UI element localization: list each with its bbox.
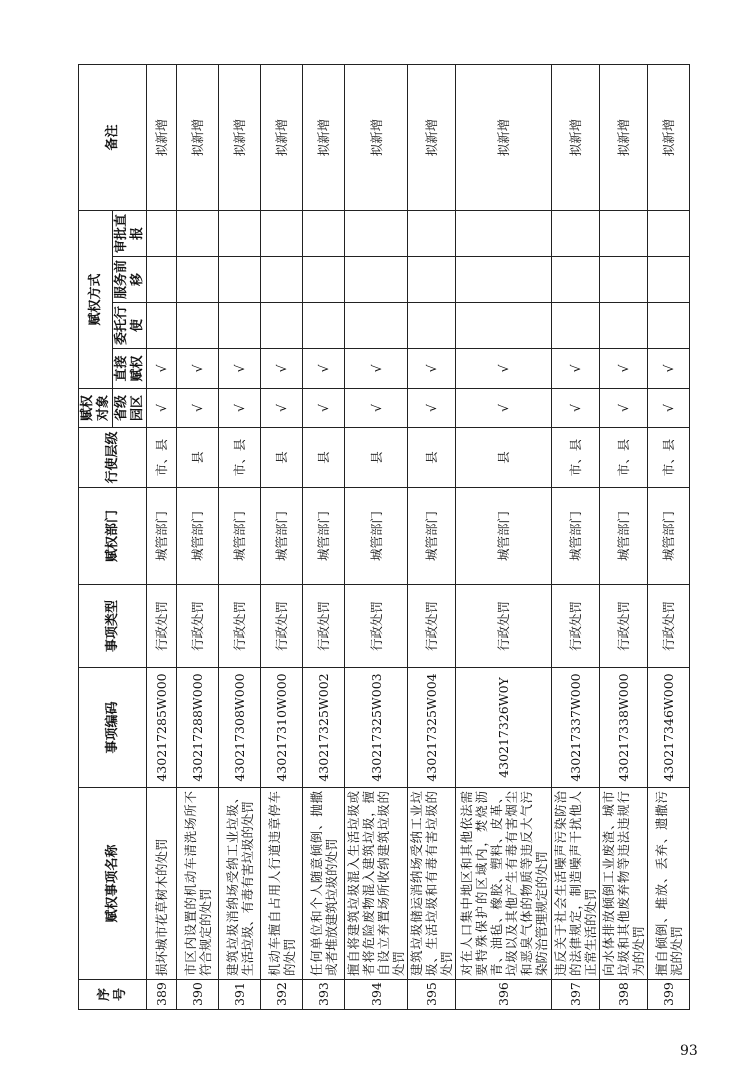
table-row — [147, 64, 177, 1009]
row-method-direct: √ — [303, 349, 345, 389]
row-method-direct: √ — [261, 349, 303, 389]
row-type: 行政处罚 — [456, 585, 552, 668]
row-method-direct: √ — [648, 349, 690, 389]
row-dept: 城管部门 — [648, 488, 690, 585]
row-target: √ — [303, 389, 345, 428]
row-type: 行政处罚 — [303, 585, 345, 668]
row-level: 市、县 — [147, 428, 177, 488]
row-target: √ — [408, 389, 456, 428]
row-method-approval — [648, 210, 690, 256]
table-row — [648, 64, 690, 1009]
row-dept: 城管部门 — [147, 488, 177, 585]
row-method-entrust — [345, 303, 408, 349]
row-no: 395 — [408, 980, 456, 1010]
row-level: 县 — [261, 428, 303, 488]
row-level: 市、县 — [552, 428, 600, 488]
row-note: 拟新增 — [219, 64, 261, 210]
row-level: 市、县 — [600, 428, 648, 488]
row-dept: 城管部门 — [600, 488, 648, 585]
row-method-service — [177, 257, 219, 303]
row-type: 行政处罚 — [147, 585, 177, 668]
row-method-approval — [456, 210, 552, 256]
row-level: 市、县 — [648, 428, 690, 488]
row-code: 430217325W004 — [408, 668, 456, 788]
row-method-service — [648, 257, 690, 303]
row-dept: 城管部门 — [552, 488, 600, 585]
row-method-approval — [408, 210, 456, 256]
row-note: 拟新增 — [600, 64, 648, 210]
row-method-entrust — [408, 303, 456, 349]
row-note: 拟新增 — [648, 64, 690, 210]
header-target-sub: 省级园区 — [113, 389, 147, 428]
row-level: 县 — [177, 428, 219, 488]
row-code: 430217325W002 — [303, 668, 345, 788]
row-method-direct: √ — [456, 349, 552, 389]
row-no: 392 — [261, 980, 303, 1010]
row-level: 县 — [408, 428, 456, 488]
row-dept: 城管部门 — [177, 488, 219, 585]
row-no: 390 — [177, 980, 219, 1010]
row-target: √ — [219, 389, 261, 428]
row-method-service — [600, 257, 648, 303]
row-method-entrust — [177, 303, 219, 349]
row-method-entrust — [303, 303, 345, 349]
rotated-table-container — [78, 65, 684, 1010]
page-number: 93 — [680, 1043, 698, 1059]
row-target: √ — [552, 389, 600, 428]
header-method-service: 服务前移 — [113, 257, 147, 303]
row-method-direct: √ — [552, 349, 600, 389]
row-code: 430217337W000 — [552, 668, 600, 788]
row-name: 建筑垃圾消纳场受纳工业垃圾、生活垃圾、有毒有害垃圾的处罚 — [219, 788, 261, 980]
row-dept: 城管部门 — [303, 488, 345, 585]
row-method-service — [408, 257, 456, 303]
row-no: 398 — [600, 980, 648, 1010]
header-method: 赋权方式 — [79, 210, 113, 388]
row-method-service — [303, 257, 345, 303]
row-method-entrust — [147, 303, 177, 349]
row-note: 拟新增 — [345, 64, 408, 210]
header-method-direct: 直接赋权 — [113, 349, 147, 389]
row-level: 县 — [303, 428, 345, 488]
row-name: 市区内设置的机动车清洗场所不符合规定的处罚 — [177, 788, 219, 980]
row-method-service — [147, 257, 177, 303]
row-method-entrust — [456, 303, 552, 349]
row-no: 391 — [219, 980, 261, 1010]
row-type: 行政处罚 — [600, 585, 648, 668]
row-method-approval — [261, 210, 303, 256]
row-note: 拟新增 — [147, 64, 177, 210]
row-method-direct: √ — [147, 349, 177, 389]
header-level: 行使层级 — [79, 428, 147, 488]
row-code: 430217326W0Y — [456, 668, 552, 788]
row-type: 行政处罚 — [177, 585, 219, 668]
row-code: 430217310W000 — [261, 668, 303, 788]
row-name: 损坏城市花草树木的处罚 — [147, 788, 177, 980]
table-row — [177, 64, 219, 1009]
row-method-service — [456, 257, 552, 303]
table-row — [456, 64, 552, 1009]
row-no: 397 — [552, 980, 600, 1010]
row-method-approval — [345, 210, 408, 256]
row-method-entrust — [600, 303, 648, 349]
row-method-direct: √ — [345, 349, 408, 389]
row-code: 430217308W000 — [219, 668, 261, 788]
row-target: √ — [600, 389, 648, 428]
header-name: 赋权事项名称 — [79, 788, 147, 980]
row-note: 拟新增 — [408, 64, 456, 210]
row-name: 任何单位和个人随意倾倒、抛撒或者堆放建筑垃圾的处罚 — [303, 788, 345, 980]
row-no: 396 — [456, 980, 552, 1010]
row-no: 389 — [147, 980, 177, 1010]
row-name: 建筑垃圾储运消纳场受纳工业垃圾、生活垃圾和有毒有害垃圾的处罚 — [408, 788, 456, 980]
table-row — [552, 64, 600, 1009]
row-type: 行政处罚 — [648, 585, 690, 668]
row-name: 机动车擅自占用人行道违章停车的处罚 — [261, 788, 303, 980]
row-code: 430217285W000 — [147, 668, 177, 788]
row-method-entrust — [648, 303, 690, 349]
row-type: 行政处罚 — [552, 585, 600, 668]
row-target: √ — [147, 389, 177, 428]
row-method-approval — [600, 210, 648, 256]
row-method-approval — [552, 210, 600, 256]
row-method-direct: √ — [219, 349, 261, 389]
header-dept: 赋权部门 — [79, 488, 147, 585]
row-target: √ — [456, 389, 552, 428]
header-no: 序号 — [79, 980, 147, 1010]
header-note: 备注 — [79, 64, 147, 210]
row-level: 县 — [345, 428, 408, 488]
row-dept: 城管部门 — [456, 488, 552, 585]
row-level: 县 — [456, 428, 552, 488]
row-type: 行政处罚 — [345, 585, 408, 668]
row-target: √ — [177, 389, 219, 428]
row-dept: 城管部门 — [219, 488, 261, 585]
row-method-approval — [303, 210, 345, 256]
row-name: 擅自将建筑垃圾混入生活垃圾或者将危险废物混入建筑垃圾，擅自设立弃置场所收纳建筑垃圾的处罚 — [345, 788, 408, 980]
row-note: 拟新增 — [261, 64, 303, 210]
header-method-entrust: 委托行使 — [113, 303, 147, 349]
row-dept: 城管部门 — [408, 488, 456, 585]
row-code: 430217346W000 — [648, 668, 690, 788]
row-type: 行政处罚 — [408, 585, 456, 668]
row-no: 399 — [648, 980, 690, 1010]
row-dept: 城管部门 — [345, 488, 408, 585]
row-no: 394 — [345, 980, 408, 1010]
row-method-service — [219, 257, 261, 303]
row-note: 拟新增 — [456, 64, 552, 210]
row-method-service — [552, 257, 600, 303]
row-target: √ — [261, 389, 303, 428]
row-method-direct: √ — [600, 349, 648, 389]
table-row — [408, 64, 456, 1009]
row-method-direct: √ — [177, 349, 219, 389]
row-method-service — [261, 257, 303, 303]
row-name: 对在人口集中地区和其他依法需要特殊保护的区域内，焚烧沥青、油毡、橡胶、塑料、皮革、垃圾以及其他产生有毒有害烟尘和恶臭气体的物质等违反大气污染防治管理规定的处罚 — [456, 788, 552, 980]
row-method-service — [345, 257, 408, 303]
header-method-approval: 审批直报 — [113, 210, 147, 256]
table-row — [345, 64, 408, 1009]
row-type: 行政处罚 — [261, 585, 303, 668]
table-row — [219, 64, 261, 1009]
header-code: 事项编码 — [79, 668, 147, 788]
header-target: 赋权对象 — [79, 389, 113, 428]
table-row — [261, 64, 303, 1009]
empowerment-table — [78, 64, 690, 1010]
header-type: 事项类型 — [79, 585, 147, 668]
row-target: √ — [345, 389, 408, 428]
row-note: 拟新增 — [303, 64, 345, 210]
row-method-direct: √ — [408, 349, 456, 389]
row-note: 拟新增 — [552, 64, 600, 210]
row-code: 430217338W000 — [600, 668, 648, 788]
row-level: 市、县 — [219, 428, 261, 488]
row-type: 行政处罚 — [219, 585, 261, 668]
row-method-approval — [177, 210, 219, 256]
row-dept: 城管部门 — [261, 488, 303, 585]
row-method-entrust — [552, 303, 600, 349]
row-code: 430217288W000 — [177, 668, 219, 788]
row-method-entrust — [261, 303, 303, 349]
row-method-approval — [147, 210, 177, 256]
row-no: 393 — [303, 980, 345, 1010]
row-method-approval — [219, 210, 261, 256]
row-method-entrust — [219, 303, 261, 349]
row-target: √ — [648, 389, 690, 428]
table-row — [303, 64, 345, 1009]
row-name: 擅自倾倒、堆放、丢弃、遗撒污泥的处罚 — [648, 788, 690, 980]
row-code: 430217325W003 — [345, 668, 408, 788]
row-name: 向水体排放倾倒工业废渣、城市垃圾和其他废弃物等违法违规行为的处罚 — [600, 788, 648, 980]
table-row — [600, 64, 648, 1009]
row-note: 拟新增 — [177, 64, 219, 210]
row-name: 违反关于社会生活噪声污染防治的法律规定，制造噪声干扰他人正常生活的处罚 — [552, 788, 600, 980]
